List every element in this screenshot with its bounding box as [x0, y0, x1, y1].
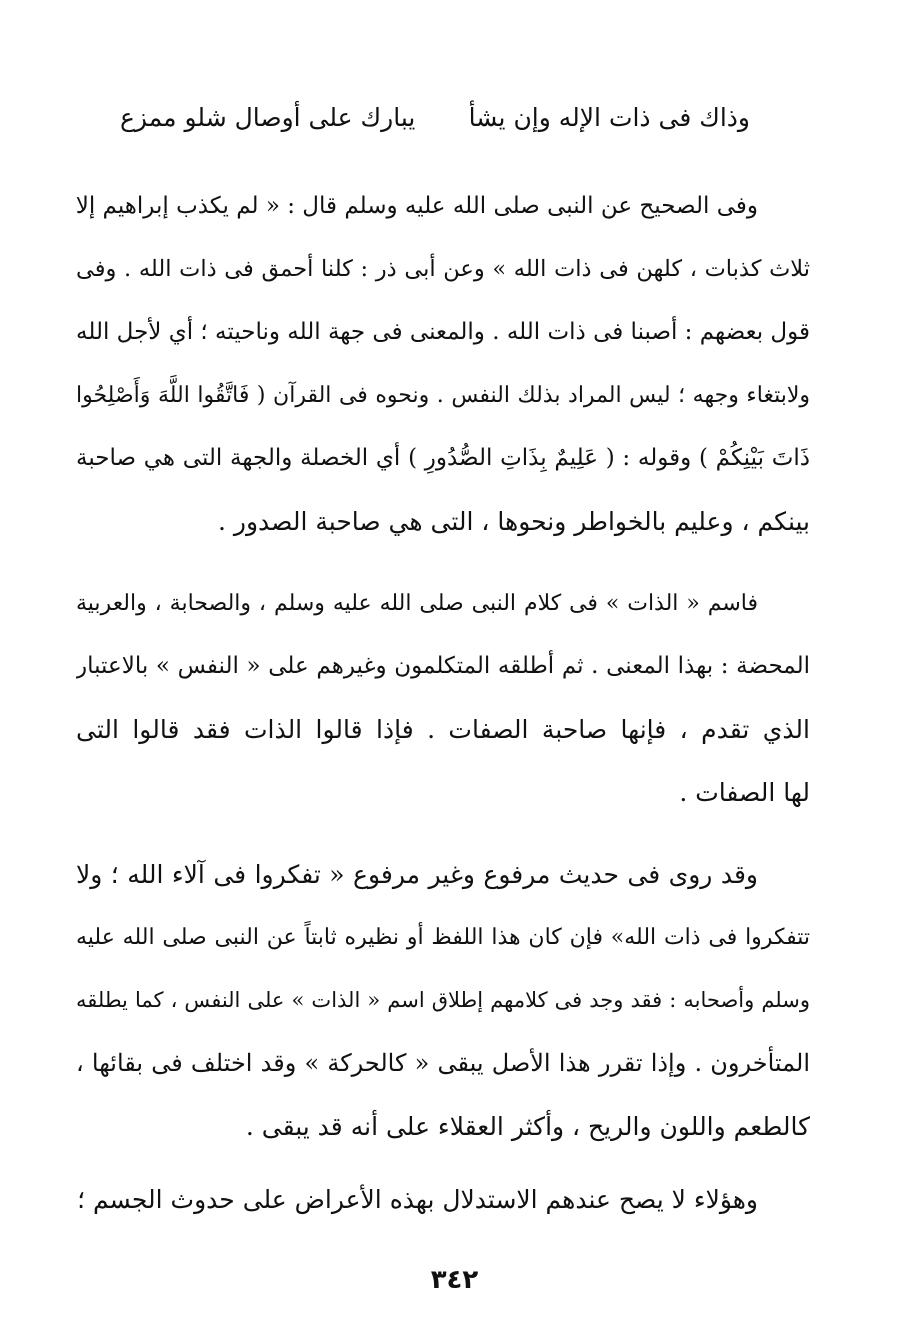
- page-number: ٣٤٢: [430, 1265, 479, 1295]
- text-line: فاسم « الذات » فى كلام النبى صلى الله عليه وسلم ، والصحابة ، والعربية: [76, 591, 758, 616]
- text-line: كالطعم واللون والريح ، وأكثر العقلاء على أنه قد يبقى .: [245, 1112, 810, 1141]
- text-line: ذَاتَ بَيْنِكُمْ ) وقوله : ( عَلِيمٌ بِذَاتِ الصُّدُورِ ) أي الخصلة والجهة التى هي صاحبة: [76, 445, 810, 471]
- text-line: ثلاث كذبات ، كلهن فى ذات الله » وعن أبى ذر : كلنا أحمق فى ذات الله . وفى: [76, 256, 810, 282]
- verse-hemistich-left: يبارك على أوصال شلو ممزع: [120, 103, 416, 132]
- text-line: بينكم ، وعليم بالخواطر ونحوها ، التى هي صاحبة الصدور .: [218, 507, 810, 536]
- text-line: لها الصفات .: [679, 778, 810, 807]
- text-line: الذي تقدم ، فإنها صاحبة الصفات . فإذا قالوا الذات فقد قالوا التى: [76, 715, 810, 744]
- text-line: قول بعضهم : أصبنا فى ذات الله . والمعنى فى جهة الله وناحيته ؛ أي لأجل الله: [76, 319, 810, 345]
- paragraph-2: [76, 572, 810, 824]
- text-line: ولابتغاء وجهه ؛ ليس المراد بذلك النفس . ونحوه فى القرآن ( فَاتَّقُوا اللَّهَ وَأَصْلِحُوا: [76, 383, 810, 408]
- text-line: المحضة : بهذا المعنى . ثم أطلقه المتكلمون وغيرهم على « النفس » بالاعتبار: [76, 653, 810, 679]
- paragraph-4: [76, 1168, 810, 1231]
- text-line: المتأخرون . وإذا تقرر هذا الأصل يبقى « كالحركة » وقد اختلف فى بقائها ،: [76, 1049, 810, 1077]
- text-line: وفى الصحيح عن النبى صلى الله عليه وسلم قال : « لم يكذب إبراهيم إلا: [76, 193, 758, 219]
- text-line: وهؤلاء لا يصح عندهم الاستدلال بهذه الأعراض على حدوث الجسم ؛: [77, 1185, 758, 1214]
- paragraph-3: [76, 843, 810, 1158]
- verse-hemistich-right: وذاك فى ذات الإله وإن يشأ: [468, 103, 750, 132]
- paragraph-1: [76, 175, 810, 553]
- text-line: وقد روى فى حديث مرفوع وغير مرفوع « تفكروا فى آلاء الله ؛ ولا: [76, 860, 758, 889]
- text-line: تتفكروا فى ذات الله» فإن كان هذا اللفظ أو نظيره ثابتاً عن النبى صلى الله عليه: [76, 925, 810, 950]
- poetry-verse: [120, 96, 750, 140]
- text-line: وسلم وأصحابه : فقد وجد فى كلامهم إطلاق اسم « الذات » على النفس ، كما يطلقه: [76, 988, 810, 1012]
